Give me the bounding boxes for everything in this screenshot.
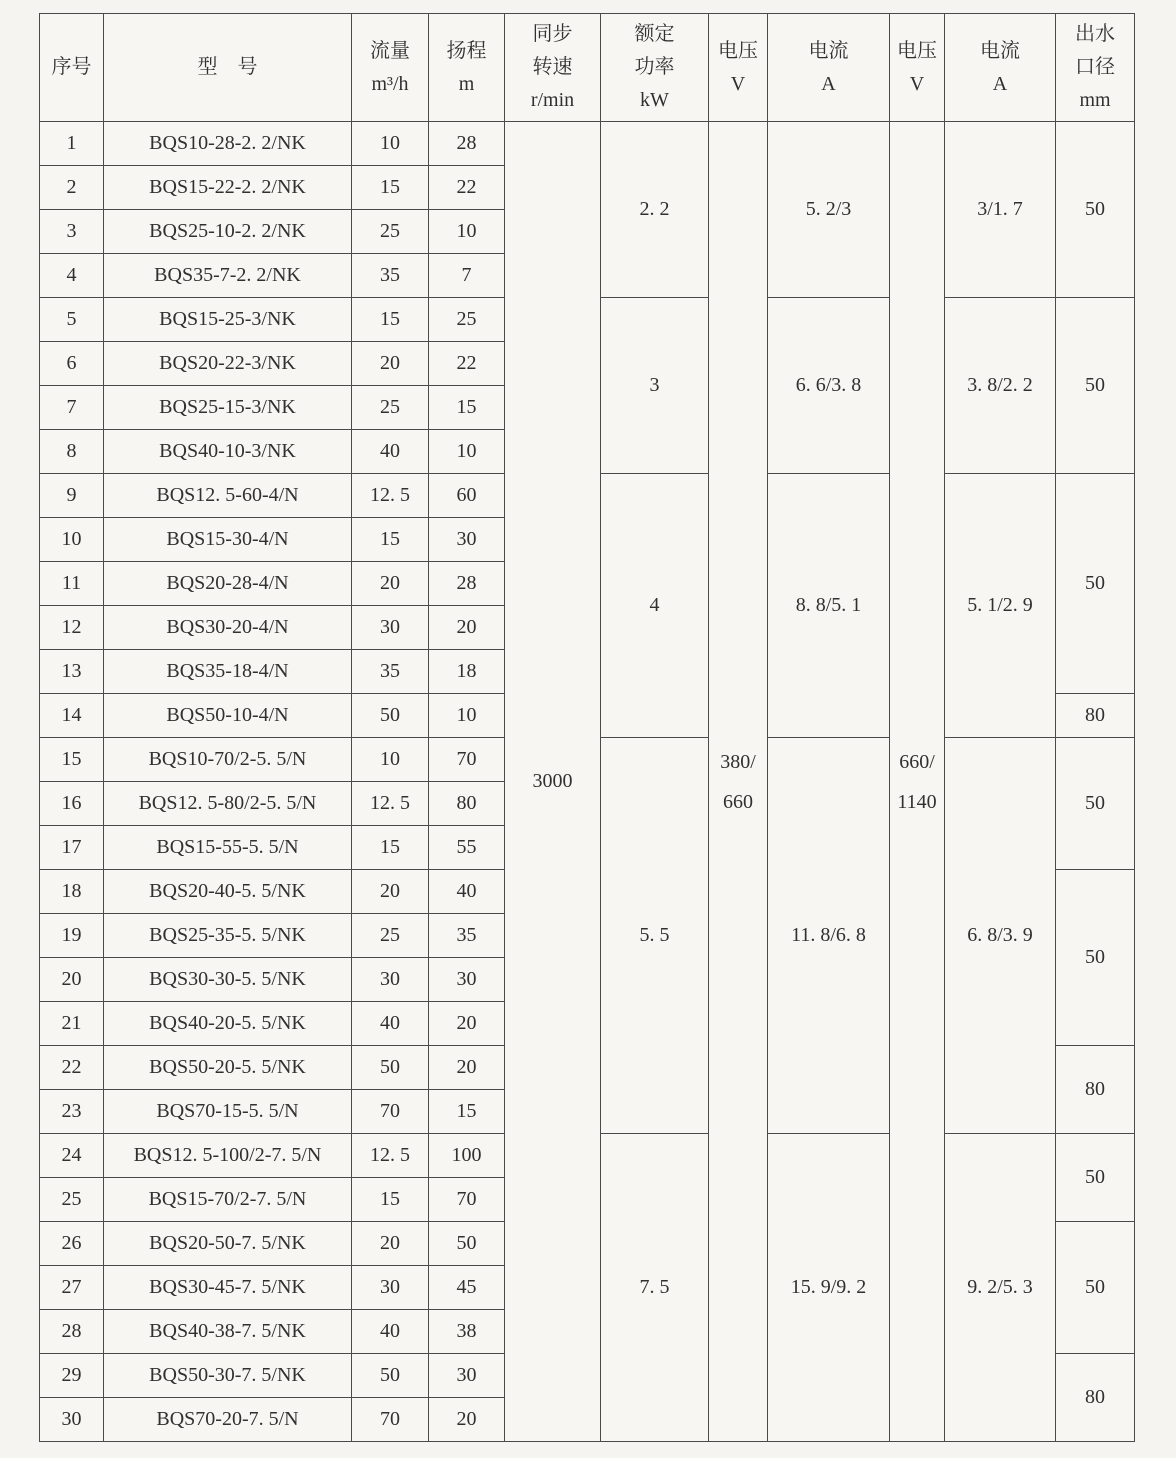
flow-cell: 25 [352, 210, 429, 254]
head-cell: 50 [429, 1222, 505, 1266]
flow-cell: 15 [352, 518, 429, 562]
seq-cell: 13 [40, 650, 104, 694]
current2-cell: 5. 1/2. 9 [945, 474, 1056, 738]
current2-cell: 6. 8/3. 9 [945, 738, 1056, 1134]
header-voltage-1: 电压 V [709, 14, 768, 122]
header-flow: 流量 m³/h [352, 14, 429, 122]
seq-cell: 11 [40, 562, 104, 606]
seq-cell: 3 [40, 210, 104, 254]
model-cell: BQS12. 5-60-4/N [104, 474, 352, 518]
head-cell: 20 [429, 1398, 505, 1442]
seq-cell: 30 [40, 1398, 104, 1442]
head-cell: 20 [429, 1002, 505, 1046]
model-cell: BQS15-55-5. 5/N [104, 826, 352, 870]
outlet-cell: 80 [1056, 694, 1135, 738]
model-cell: BQS40-38-7. 5/NK [104, 1310, 352, 1354]
head-cell: 30 [429, 958, 505, 1002]
seq-cell: 16 [40, 782, 104, 826]
model-cell: BQS12. 5-100/2-7. 5/N [104, 1134, 352, 1178]
flow-cell: 35 [352, 650, 429, 694]
header-seq: 序号 [40, 14, 104, 122]
outlet-cell: 50 [1056, 298, 1135, 474]
current2-cell: 3. 8/2. 2 [945, 298, 1056, 474]
power-cell: 2. 2 [601, 122, 709, 298]
flow-cell: 50 [352, 1354, 429, 1398]
header-current-2: 电流 A [945, 14, 1056, 122]
current2-cell: 3/1. 7 [945, 122, 1056, 298]
seq-cell: 14 [40, 694, 104, 738]
head-cell: 20 [429, 1046, 505, 1090]
flow-cell: 70 [352, 1090, 429, 1134]
head-cell: 28 [429, 562, 505, 606]
flow-cell: 12. 5 [352, 1134, 429, 1178]
head-cell: 100 [429, 1134, 505, 1178]
seq-cell: 12 [40, 606, 104, 650]
model-cell: BQS20-22-3/NK [104, 342, 352, 386]
current1-cell: 6. 6/3. 8 [768, 298, 890, 474]
seq-cell: 24 [40, 1134, 104, 1178]
seq-cell: 18 [40, 870, 104, 914]
voltage1-cell-line: 660 [723, 790, 753, 813]
head-cell: 7 [429, 254, 505, 298]
outlet-cell: 80 [1056, 1046, 1135, 1134]
model-cell: BQS50-10-4/N [104, 694, 352, 738]
flow-cell: 20 [352, 870, 429, 914]
head-cell: 60 [429, 474, 505, 518]
model-cell: BQS30-20-4/N [104, 606, 352, 650]
seq-cell: 7 [40, 386, 104, 430]
outlet-cell: 80 [1056, 1354, 1135, 1442]
head-cell: 10 [429, 430, 505, 474]
header-model: 型 号 [104, 14, 352, 122]
table-row [40, 122, 1135, 166]
model-cell: BQS10-70/2-5. 5/N [104, 738, 352, 782]
power-cell: 3 [601, 298, 709, 474]
outlet-cell: 50 [1056, 738, 1135, 870]
head-cell: 70 [429, 738, 505, 782]
flow-cell: 30 [352, 958, 429, 1002]
voltage2-cell-line: 1140 [897, 790, 937, 813]
flow-cell: 10 [352, 738, 429, 782]
header-head: 扬程 m [429, 14, 505, 122]
current1-cell: 5. 2/3 [768, 122, 890, 298]
seq-cell: 27 [40, 1266, 104, 1310]
head-cell: 10 [429, 210, 505, 254]
current1-cell: 11. 8/6. 8 [768, 738, 890, 1134]
pump-spec-table [39, 13, 1135, 1442]
seq-cell: 9 [40, 474, 104, 518]
model-cell: BQS20-40-5. 5/NK [104, 870, 352, 914]
seq-cell: 1 [40, 122, 104, 166]
voltage2-cell [890, 122, 945, 1442]
header-outlet: 出水 口径 mm [1056, 14, 1135, 122]
model-cell: BQS50-30-7. 5/NK [104, 1354, 352, 1398]
outlet-cell: 50 [1056, 870, 1135, 1046]
current1-cell: 15. 9/9. 2 [768, 1134, 890, 1442]
current1-cell: 8. 8/5. 1 [768, 474, 890, 738]
seq-cell: 5 [40, 298, 104, 342]
table-header [40, 14, 1135, 122]
head-cell: 22 [429, 166, 505, 210]
seq-cell: 28 [40, 1310, 104, 1354]
flow-cell: 50 [352, 1046, 429, 1090]
head-cell: 20 [429, 606, 505, 650]
flow-cell: 15 [352, 826, 429, 870]
model-cell: BQS70-15-5. 5/N [104, 1090, 352, 1134]
seq-cell: 22 [40, 1046, 104, 1090]
model-cell: BQS50-20-5. 5/NK [104, 1046, 352, 1090]
flow-cell: 25 [352, 386, 429, 430]
voltage2-cell-line: 660/ [899, 750, 935, 773]
flow-cell: 40 [352, 1310, 429, 1354]
model-cell: BQS15-70/2-7. 5/N [104, 1178, 352, 1222]
outlet-cell: 50 [1056, 122, 1135, 298]
seq-cell: 15 [40, 738, 104, 782]
head-cell: 22 [429, 342, 505, 386]
flow-cell: 50 [352, 694, 429, 738]
model-cell: BQS30-45-7. 5/NK [104, 1266, 352, 1310]
outlet-cell: 50 [1056, 474, 1135, 694]
seq-cell: 17 [40, 826, 104, 870]
seq-cell: 4 [40, 254, 104, 298]
seq-cell: 19 [40, 914, 104, 958]
head-cell: 15 [429, 1090, 505, 1134]
header-voltage-2: 电压 V [890, 14, 945, 122]
head-cell: 38 [429, 1310, 505, 1354]
seq-cell: 26 [40, 1222, 104, 1266]
model-cell: BQS35-7-2. 2/NK [104, 254, 352, 298]
table-body [40, 122, 1135, 1442]
flow-cell: 70 [352, 1398, 429, 1442]
model-cell: BQS25-15-3/NK [104, 386, 352, 430]
outlet-cell: 50 [1056, 1222, 1135, 1354]
model-cell: BQS40-10-3/NK [104, 430, 352, 474]
flow-cell: 25 [352, 914, 429, 958]
model-cell: BQS12. 5-80/2-5. 5/N [104, 782, 352, 826]
power-cell: 5. 5 [601, 738, 709, 1134]
seq-cell: 8 [40, 430, 104, 474]
head-cell: 45 [429, 1266, 505, 1310]
flow-cell: 35 [352, 254, 429, 298]
flow-cell: 15 [352, 166, 429, 210]
power-cell: 7. 5 [601, 1134, 709, 1442]
current2-cell: 9. 2/5. 3 [945, 1134, 1056, 1442]
voltage1-cell-line: 380/ [720, 750, 756, 773]
model-cell: BQS30-30-5. 5/NK [104, 958, 352, 1002]
model-cell: BQS20-28-4/N [104, 562, 352, 606]
model-cell: BQS25-35-5. 5/NK [104, 914, 352, 958]
flow-cell: 15 [352, 298, 429, 342]
seq-cell: 10 [40, 518, 104, 562]
seq-cell: 25 [40, 1178, 104, 1222]
model-cell: BQS25-10-2. 2/NK [104, 210, 352, 254]
flow-cell: 20 [352, 562, 429, 606]
model-cell: BQS15-25-3/NK [104, 298, 352, 342]
head-cell: 18 [429, 650, 505, 694]
head-cell: 15 [429, 386, 505, 430]
seq-cell: 20 [40, 958, 104, 1002]
head-cell: 30 [429, 1354, 505, 1398]
speed-cell: 3000 [505, 122, 601, 1442]
flow-cell: 20 [352, 342, 429, 386]
head-cell: 70 [429, 1178, 505, 1222]
model-cell: BQS15-30-4/N [104, 518, 352, 562]
power-cell: 4 [601, 474, 709, 738]
flow-cell: 12. 5 [352, 782, 429, 826]
voltage1-cell [709, 122, 768, 1442]
model-cell: BQS20-50-7. 5/NK [104, 1222, 352, 1266]
seq-cell: 21 [40, 1002, 104, 1046]
outlet-cell: 50 [1056, 1134, 1135, 1222]
head-cell: 80 [429, 782, 505, 826]
flow-cell: 30 [352, 606, 429, 650]
flow-cell: 10 [352, 122, 429, 166]
header-speed: 同步 转速 r/min [505, 14, 601, 122]
head-cell: 40 [429, 870, 505, 914]
flow-cell: 12. 5 [352, 474, 429, 518]
model-cell: BQS10-28-2. 2/NK [104, 122, 352, 166]
model-cell: BQS70-20-7. 5/N [104, 1398, 352, 1442]
seq-cell: 23 [40, 1090, 104, 1134]
head-cell: 25 [429, 298, 505, 342]
seq-cell: 6 [40, 342, 104, 386]
model-cell: BQS15-22-2. 2/NK [104, 166, 352, 210]
model-cell: BQS35-18-4/N [104, 650, 352, 694]
flow-cell: 30 [352, 1266, 429, 1310]
model-cell: BQS40-20-5. 5/NK [104, 1002, 352, 1046]
head-cell: 55 [429, 826, 505, 870]
flow-cell: 20 [352, 1222, 429, 1266]
header-row [40, 14, 1135, 122]
head-cell: 10 [429, 694, 505, 738]
seq-cell: 2 [40, 166, 104, 210]
header-power: 额定 功率 kW [601, 14, 709, 122]
head-cell: 35 [429, 914, 505, 958]
header-current-1: 电流 A [768, 14, 890, 122]
seq-cell: 29 [40, 1354, 104, 1398]
flow-cell: 15 [352, 1178, 429, 1222]
head-cell: 28 [429, 122, 505, 166]
flow-cell: 40 [352, 430, 429, 474]
head-cell: 30 [429, 518, 505, 562]
flow-cell: 40 [352, 1002, 429, 1046]
